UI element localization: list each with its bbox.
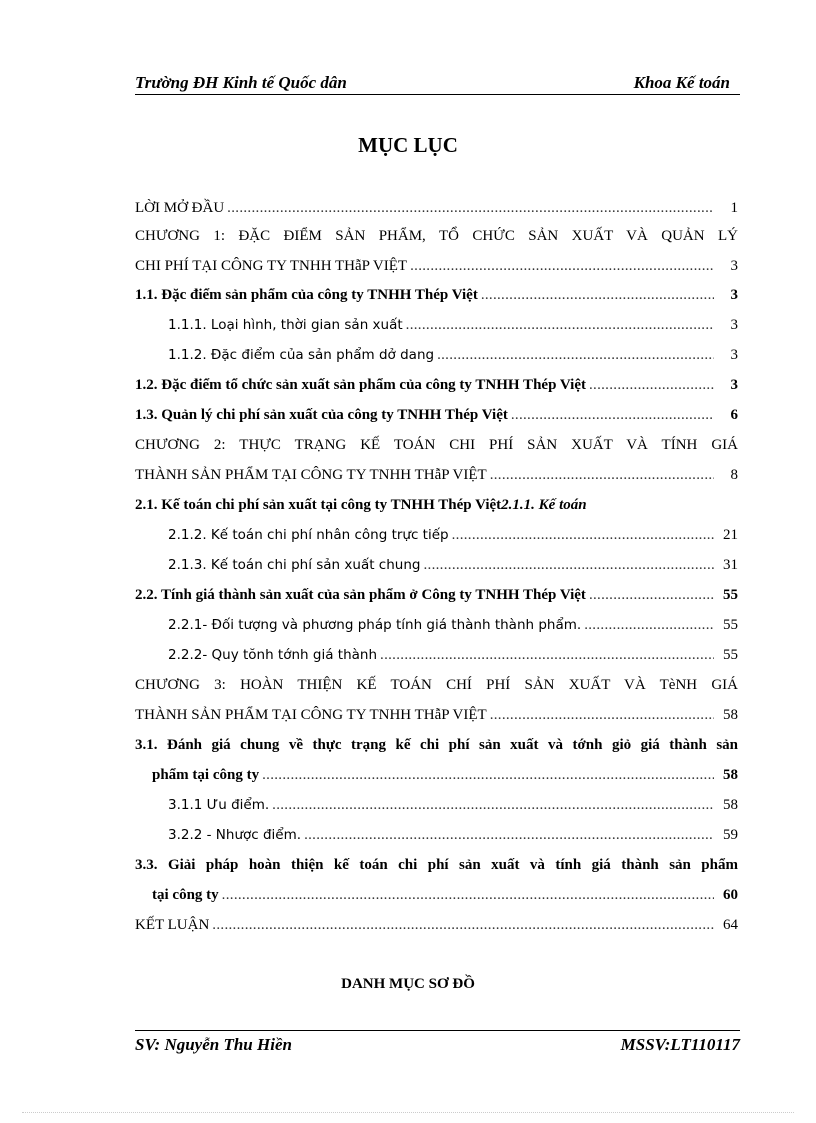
toc-entry-chuong-1-line1[interactable]: CHƯƠNG 1: ĐẶC ĐIỂM SẢN PHẨM, TỔ CHỨC SẢN XUẤT VÀ QUẢN LÝ [135,228,738,244]
toc-entry-2-1-1-inline: 2.1.1. Kế toán [501,497,587,513]
toc-entry-2-1-2[interactable]: 2.1.2. Kế toán chi phí nhân công trực tiếp ..... 21 [168,527,738,547]
toc-entry-3-3-line1[interactable]: 3.3. Giải pháp hoàn thiện kế toán chi phí sản xuất và tính giá thành sản phẩm [135,857,738,873]
toc-entry-ket-luan[interactable]: KẾT LUẬN ..... 64 [135,917,738,937]
header-university: Trường ĐH Kinh tế Quốc dân [135,73,347,92]
toc-entry-3-1-1[interactable]: 3.1.1 Ưu điểm. ..... 58 [168,797,738,817]
toc-entry-3-1-line1[interactable]: 3.1. Đánh giá chung về thực trạng kế chi phí sản xuất và tớnh giỏ giá thành sản [135,737,738,753]
toc-entry-1-3[interactable]: 1.3. Quản lý chi phí sản xuất của công ty TNHH Thép Việt ..... 6 [135,407,738,427]
toc-entry-2-2[interactable]: 2.2. Tính giá thành sản xuất của sản phẩm ở Công ty TNHH Thép Việt ..... 55 [135,587,738,607]
toc-entry-chuong-2-line1[interactable]: CHƯƠNG 2: THỰC TRẠNG KẾ TOÁN CHI PHÍ SẢN XUẤT VÀ TÍNH GIÁ [135,437,738,453]
toc-entry-2-1[interactable]: 2.1. Kế toán chi phí sản xuất tại công ty TNHH Thép Việt 2.1.1. Kế toán [135,497,587,513]
toc-entry-1-1[interactable]: 1.1. Đặc điểm sản phẩm của công ty TNHH Thép Việt ..... 3 [135,287,738,307]
toc-entry-2-1-3[interactable]: 2.1.3. Kế toán chi phí sản xuất chung ..... 31 [168,557,738,577]
page-header [135,72,740,95]
page-edge-divider [22,1112,794,1113]
footer-student-name: SV: Nguyễn Thu Hiền [135,1035,292,1054]
toc-entry-loi-mo-dau[interactable]: LỜI MỞ ĐẦU ..... 1 [135,200,738,220]
toc-entry-3-1[interactable]: phẩm tại công ty ..... 58 [152,767,738,787]
toc-entry-2-2-1[interactable]: 2.2.1- Đối tượng và phương pháp tính giá thành thành phẩm. ..... 55 [168,617,738,637]
header-faculty: Khoa Kế toán [633,73,730,92]
toc-entry-3-3[interactable]: tại công ty ..... 60 [152,887,738,907]
toc-entry-3-2-2[interactable]: 3.2.2 - Nhược điểm. ..... 59 [168,827,738,847]
toc-entry-chuong-3[interactable]: THÀNH SẢN PHẨM TẠI CÔNG TY TNHH THẫP VIỆT ..... 58 [135,707,738,727]
diagram-list-heading: DANH MỤC SƠ ĐỒ [341,976,475,992]
toc-entry-1-1-1[interactable]: 1.1.1. Loại hình, thời gian sản xuất ..... 3 [168,317,738,337]
toc-entry-chuong-2[interactable]: THÀNH SẢN PHẨM TẠI CÔNG TY TNHH THẫP VIỆT ..... 8 [135,467,738,487]
toc-entry-1-2[interactable]: 1.2. Đặc điểm tổ chức sản xuất sản phẩm của công ty TNHH Thép Việt ..... 3 [135,377,738,397]
toc-entry-2-2-2[interactable]: 2.2.2- Quy tŏnh tớnh giá thành ..... 55 [168,647,738,667]
page-title: MỤC LỤC [358,133,458,157]
page-footer [135,1030,740,1055]
footer-student-id: MSSV:LT110117 [620,1035,740,1054]
toc-entry-1-1-2[interactable]: 1.1.2. Đặc điểm của sản phẩm dở dang ..... 3 [168,347,738,367]
toc-entry-chuong-3-line1[interactable]: CHƯƠNG 3: HOÀN THIỆN KẾ TOÁN CHÍ PHÍ SẢN XUẤT VÀ TèNH GIÁ [135,677,738,693]
toc-entry-chuong-1[interactable]: CHI PHÍ TẠI CÔNG TY TNHH THẫP VIỆT ..... 3 [135,258,738,278]
